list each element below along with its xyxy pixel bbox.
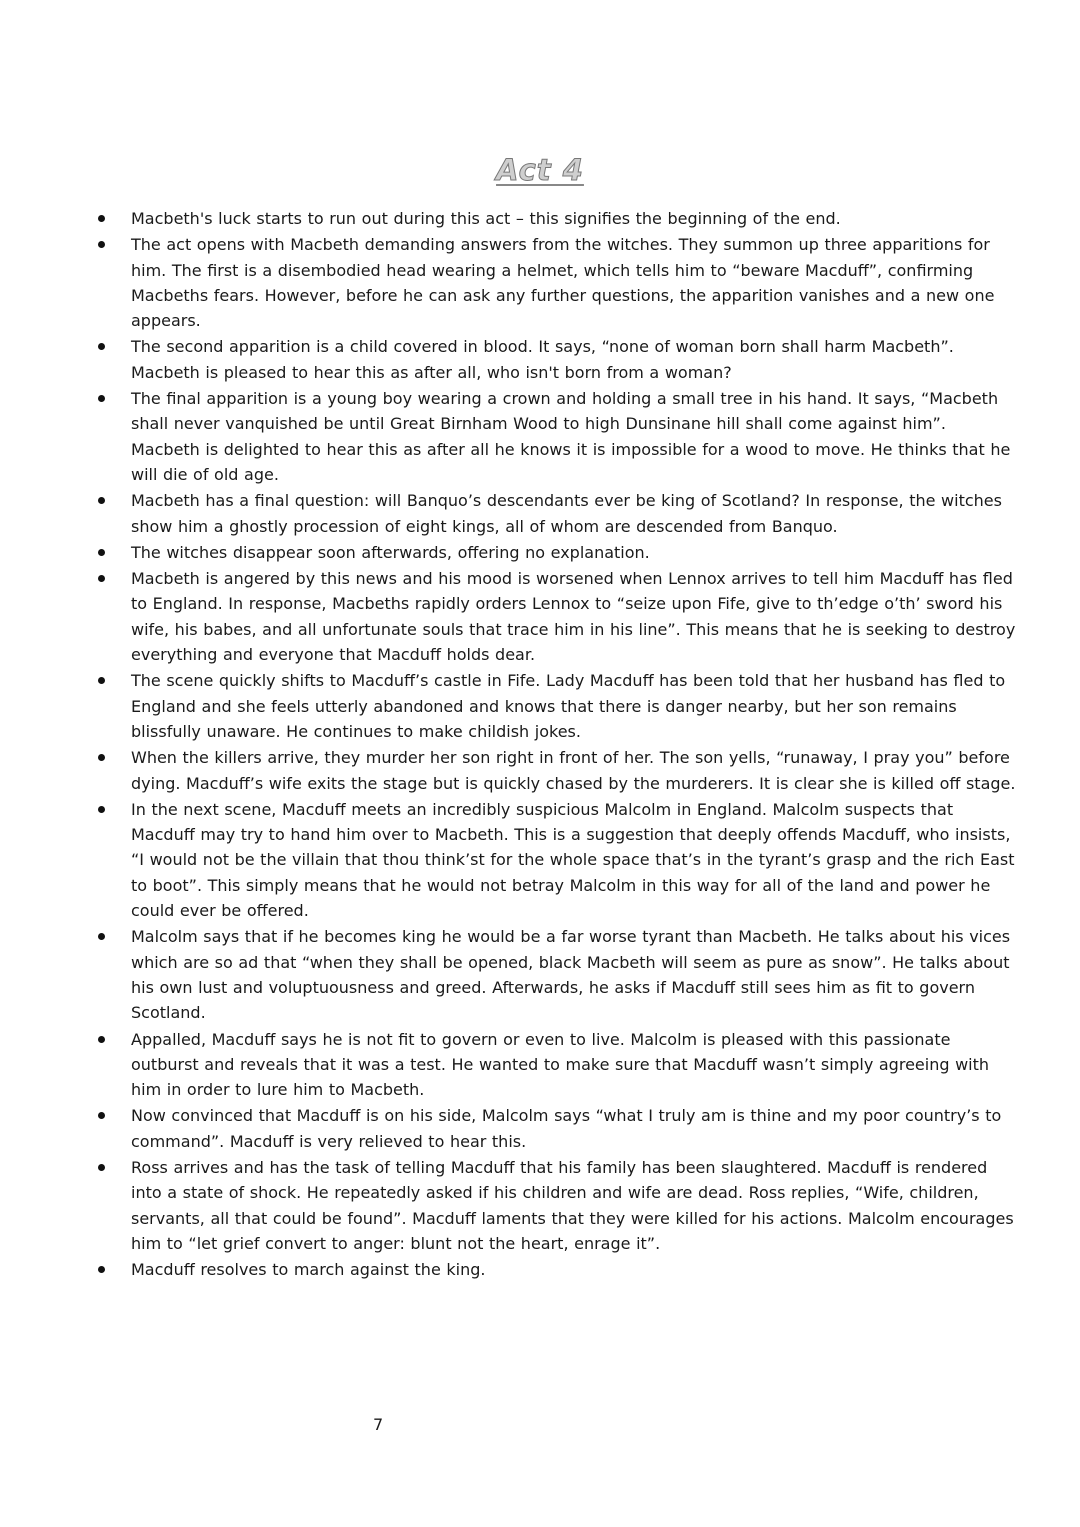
list-item [0,206,1080,231]
bullet-icon [98,933,105,940]
list-item [0,334,1080,385]
list-item-text: Macbeth's luck starts to run out during this act – this signifies the beginning of the end. [131,209,841,228]
bullet-icon [98,215,105,222]
list-item [0,232,1080,333]
list-item [0,797,1080,923]
bullet-icon [98,754,105,761]
list-item-text: The scene quickly shifts to Macduff’s castle in Fife. Lady Macduff has been told that her husband has fled to England and she feels utterly abandoned and knows that there is danger nearby, but her son remains blissfully unaware. He continues to make childish jokes. [131,671,1006,741]
list-item-text: The act opens with Macbeth demanding answers from the witches. They summon up three apparitions for him. The first is a disembodied head wearing a helmet, which tells him to “beware Macduff”, confirming Macbeths fears. However, before he can ask any further questions, the apparition vanishes and a new one appears. [131,235,995,331]
list-item [0,488,1080,539]
list-item [0,1027,1080,1103]
list-item-text: Macduff resolves to march against the king. [131,1260,486,1280]
list-item-text: When the killers arrive, they murder her son right in front of her. The son yells, “runaway, I pray you” before dying. Macduff’s wife exits the stage but is quickly chased by the murderers. It is clear she is killed off stage. [131,748,1016,793]
list-item [0,924,1080,1025]
list-item-text: The second apparition is a child covered in blood. It says, “none of woman born shall harm Macbeth”. Macbeth is pleased to hear this as after all, who isn't born from a woman? [131,337,954,382]
list-item [0,386,1080,487]
bullet-icon [98,575,105,582]
bullet-icon [98,497,105,504]
page-number: 7 [373,1415,384,1434]
list-item [0,668,1080,744]
list-item [0,745,1080,796]
bullet-icon [98,677,105,684]
bullet-icon [98,1266,105,1273]
list-item-text: In the next scene, Macduff meets an incredibly suspicious Malcolm in England. Malcolm suspects that Macduff may try to hand him over to Macbeth. This is a suggestion that deeply offends Macduff, who insists, “I would not be the villain that thou think’st for the whole space that’s in the tyrant’s grasp and the rich East to boot”. This simply means that he would not betray Malcolm in this way for all of the land and power he could ever be offered. [131,799,1015,921]
list-item [0,566,1080,667]
list-item [0,1103,1080,1154]
list-item-text: The final apparition is a young boy wearing a crown and holding a small tree in his hand. It says, “Macbeth shall never vanquished be until Great Birnham Wood to high Dunsinane hill shall come against him”. Macbeth is delighted to hear this as after all he knows it is impossible for a wood to move. He thinks that he will die of old age. [131,389,1011,484]
page-title: Act 4 [496,153,584,187]
bullet-icon [98,1164,105,1171]
list-item [0,540,1080,565]
list-item-text: The witches disappear soon afterwards, offering no explanation. [131,542,650,562]
list-item [0,1155,1080,1256]
bullet-icon [98,241,105,248]
list-item-text: Malcolm says that if he becomes king he would be a far worse tyrant than Macbeth. He talks about his vices which are so ad that “when they shall be opened, black Macbeth will seem as pure as snow”. He talks about his own lust and voluptuousness and greed. Afterwards, he asks if Macduff still sees him as fit to govern Scotland. [131,927,1011,1023]
list-item-text: Now convinced that Macduff is on his side, Malcolm says “what I truly am is thine and my poor country’s to command”. Macduff is very relieved to hear this. [131,1106,1002,1151]
bullet-icon [98,343,105,350]
bullet-icon [98,806,105,813]
bullet-icon [98,1036,105,1043]
list-item-text: Macbeth has a final question: will Banquo’s descendants ever be king of Scotland? In response, the witches show him a ghostly procession of eight kings, all of whom are descended from Banquo. [131,491,1002,536]
list-item [0,1257,1080,1282]
list-item-text: Ross arrives and has the task of telling Macduff that his family has been slaughtered. Macduff is rendered into a state of shock. He repeatedly asked if his children and wife are dead. Ross replies, “Wife, children, servants, all that could be found”. Macduff laments that they were killed for his actions. Malcolm encourages him to “let grief convert to anger: blunt not the heart, enrage it”. [131,1157,1014,1253]
list-item-text: Macbeth is angered by this news and his mood is worsened when Lennox arrives to tell him Macduff has fled to England. In response, Macbeths rapidly orders Lennox to “seize upon Fife, give to th’edge o’th’ sword his wife, his babes, and all unfortunate souls that trace him in his line”. This means that he is seeking to destroy everything and everyone that Macduff holds dear. [131,569,1016,665]
list-item-text: Appalled, Macduff says he is not fit to govern or even to live. Malcolm is pleased with this passionate outburst and reveals that it was a test. He wanted to make sure that Macduff wasn’t simply agreeing with him in order to lure him to Macbeth. [131,1029,990,1100]
bullet-icon [98,1112,105,1119]
bullet-icon [98,395,105,402]
summary-bullet-list [0,206,1080,1283]
bullet-icon [98,549,105,556]
